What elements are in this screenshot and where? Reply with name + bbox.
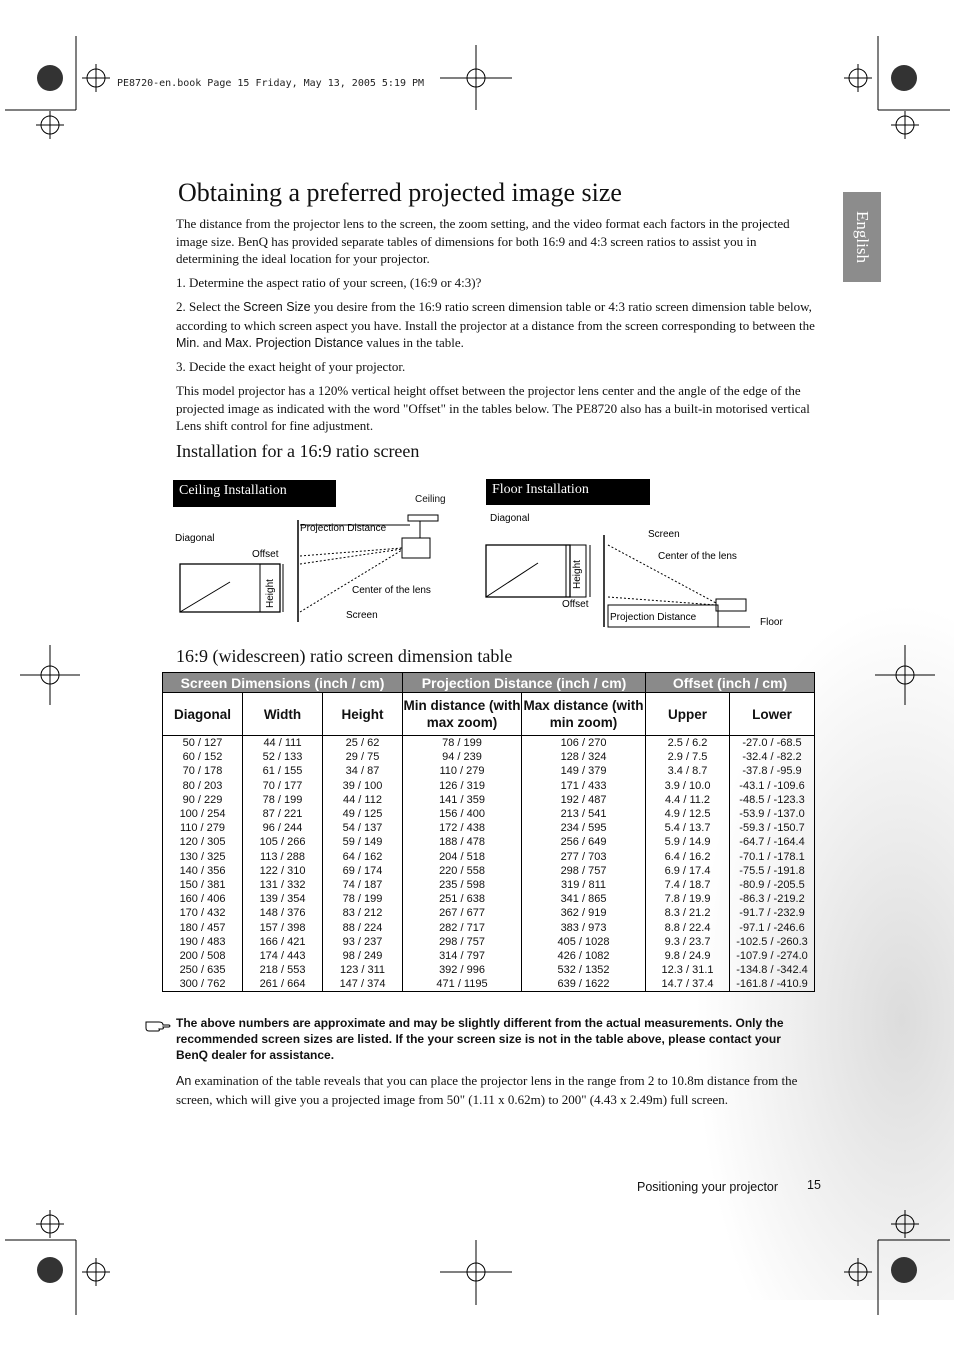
table-cell: 298 / 757 xyxy=(522,864,646,878)
table-cell: -48.5 / -123.3 xyxy=(730,793,815,807)
table-cell: 147 / 374 xyxy=(323,977,403,992)
table-cell: 192 / 487 xyxy=(522,793,646,807)
table-cell: 341 / 865 xyxy=(522,892,646,906)
table-cell: 282 / 717 xyxy=(403,920,522,934)
table-cell: 149 / 379 xyxy=(522,764,646,778)
table-row xyxy=(163,779,815,793)
group-screen-dimensions: Screen Dimensions (inch / cm) xyxy=(163,673,403,693)
table-cell: 93 / 237 xyxy=(323,935,403,949)
table-cell: 140 / 356 xyxy=(163,864,243,878)
table-cell: 126 / 319 xyxy=(403,779,522,793)
page-title: Obtaining a preferred projected image size xyxy=(178,178,622,207)
table-cell: 298 / 757 xyxy=(403,935,522,949)
table-cell: 98 / 249 xyxy=(323,949,403,963)
table-cell: -91.7 / -232.9 xyxy=(730,906,815,920)
floor-installation-diagram xyxy=(480,505,800,630)
table-cell: -53.9 / -137.0 xyxy=(730,807,815,821)
dimension-table xyxy=(162,672,815,992)
table-cell: -161.8 / -410.9 xyxy=(730,977,815,992)
table-cell: 29 / 75 xyxy=(323,750,403,764)
table-cell: 3.4 / 8.7 xyxy=(646,764,730,778)
ceiling-installation-diagram xyxy=(170,510,460,625)
ceiling-projection-distance-label: Projection Distance xyxy=(300,523,387,534)
registration-mark-tr xyxy=(844,64,872,92)
table-cell: -86.3 / -219.2 xyxy=(730,892,815,906)
col-diagonal: Diagonal xyxy=(163,693,243,736)
ceiling-offset-label: Offset xyxy=(252,549,279,560)
table-cell: 69 / 174 xyxy=(323,864,403,878)
table-row xyxy=(163,935,815,949)
table-row xyxy=(163,764,815,778)
table-cell: 190 / 483 xyxy=(163,935,243,949)
table-cell: 5.4 / 13.7 xyxy=(646,821,730,835)
table-cell: 14.7 / 37.4 xyxy=(646,977,730,992)
step-3: 3. Decide the exact height of your projector. xyxy=(176,359,406,374)
table-cell: 157 / 398 xyxy=(243,920,323,934)
table-row xyxy=(163,821,815,835)
keyword-screen-size: Screen Size xyxy=(243,300,311,314)
table-row xyxy=(163,892,815,906)
col-width: Width xyxy=(243,693,323,736)
table-row xyxy=(163,835,815,849)
table-cell: 218 / 553 xyxy=(243,963,323,977)
table-cell: 6.9 / 17.4 xyxy=(646,864,730,878)
registration-mark-tl xyxy=(82,64,110,92)
table-cell: 131 / 332 xyxy=(243,878,323,892)
intro-paragraph: The distance from the projector lens to the screen, the zoom setting, and the video format each factors in the projected image size. BenQ has provided separate tables of dimensions for both 16:9 and 4:3 screen ratios to assist you in determining the ideal location for your projector. xyxy=(176,216,790,266)
table-cell: 251 / 638 xyxy=(403,892,522,906)
table-cell: 88 / 224 xyxy=(323,920,403,934)
offset-paragraph: This model projector has a 120% vertical height offset between the projector lens center and the angle of the edge of the projected image as indicated with the word "Offset" in the tables below. The PE8720 also has a built-in motorised vertical Lens shift control for fine adjustment. xyxy=(176,383,810,433)
table-row xyxy=(163,906,815,920)
table-cell: 70 / 178 xyxy=(163,764,243,778)
table-cell: 383 / 973 xyxy=(522,920,646,934)
table-cell: 426 / 1082 xyxy=(522,949,646,963)
col-lower: Lower xyxy=(730,693,815,736)
table-cell: 141 / 359 xyxy=(403,793,522,807)
table-cell: 90 / 229 xyxy=(163,793,243,807)
table-cell: 8.3 / 21.2 xyxy=(646,906,730,920)
table-cell: 110 / 279 xyxy=(403,764,522,778)
step-1: 1. Determine the aspect ratio of your screen, (16:9 or 4:3)? xyxy=(176,275,482,290)
table-row xyxy=(163,793,815,807)
table-cell: -64.7 / -164.4 xyxy=(730,835,815,849)
table-cell: -43.1 / -109.6 xyxy=(730,779,815,793)
keyword-min: Min. xyxy=(176,336,200,350)
table-cell: 139 / 354 xyxy=(243,892,323,906)
table-cell: 9.8 / 24.9 xyxy=(646,949,730,963)
table-cell: 160 / 406 xyxy=(163,892,243,906)
ceiling-top-label: Ceiling xyxy=(415,494,446,505)
table-cell: 105 / 266 xyxy=(243,835,323,849)
table-row xyxy=(163,920,815,934)
table-cell: 78 / 199 xyxy=(323,892,403,906)
table-cell: 122 / 310 xyxy=(243,864,323,878)
table-cell: 174 / 443 xyxy=(243,949,323,963)
section-heading-installation: Installation for a 16:9 ratio screen xyxy=(176,441,420,461)
table-cell: 78 / 199 xyxy=(243,793,323,807)
table-cell: 9.3 / 23.7 xyxy=(646,935,730,949)
table-cell: 250 / 635 xyxy=(163,963,243,977)
table-cell: -59.3 / -150.7 xyxy=(730,821,815,835)
table-cell: -97.1 / -246.6 xyxy=(730,920,815,934)
table-row xyxy=(163,977,815,992)
table-cell: 39 / 100 xyxy=(323,779,403,793)
group-projection-distance: Projection Distance (inch / cm) xyxy=(403,673,646,693)
table-cell: 261 / 664 xyxy=(243,977,323,992)
table-row xyxy=(163,750,815,764)
table-cell: 74 / 187 xyxy=(323,878,403,892)
table-cell: 204 / 518 xyxy=(403,850,522,864)
table-cell: 200 / 508 xyxy=(163,949,243,963)
table-cell: 60 / 152 xyxy=(163,750,243,764)
table-cell: 267 / 677 xyxy=(403,906,522,920)
table-cell: 314 / 797 xyxy=(403,949,522,963)
table-cell: -32.4 / -82.2 xyxy=(730,750,815,764)
table-cell: 639 / 1622 xyxy=(522,977,646,992)
floor-height-label: Height xyxy=(572,560,583,589)
table-row xyxy=(163,949,815,963)
table-cell: 8.8 / 22.4 xyxy=(646,920,730,934)
table-cell: 4.4 / 11.2 xyxy=(646,793,730,807)
table-cell: -107.9 / -274.0 xyxy=(730,949,815,963)
table-cell: 471 / 1195 xyxy=(403,977,522,992)
table-row xyxy=(163,736,815,751)
table-cell: 170 / 432 xyxy=(163,906,243,920)
table-cell: 220 / 558 xyxy=(403,864,522,878)
table-cell: 300 / 762 xyxy=(163,977,243,992)
table-cell: 113 / 288 xyxy=(243,850,323,864)
ceiling-installation-label: Ceiling Installation xyxy=(173,480,336,507)
table-cell: 277 / 703 xyxy=(522,850,646,864)
table-cell: 64 / 162 xyxy=(323,850,403,864)
section-heading-dimension-table: 16:9 (widescreen) ratio screen dimension table xyxy=(176,646,513,666)
floor-installation-label: Floor Installation xyxy=(486,479,650,505)
ceiling-diagonal-label: Diagonal xyxy=(175,533,215,544)
table-cell: 235 / 598 xyxy=(403,878,522,892)
table-cell: 87 / 221 xyxy=(243,807,323,821)
table-cell: 7.8 / 19.9 xyxy=(646,892,730,906)
table-cell: 392 / 996 xyxy=(403,963,522,977)
table-cell: 148 / 376 xyxy=(243,906,323,920)
table-cell: -37.8 / -95.9 xyxy=(730,764,815,778)
table-cell: 3.9 / 10.0 xyxy=(646,779,730,793)
ceiling-center-lens-label: Center of the lens xyxy=(352,585,431,596)
print-header-line: PE8720-en.book Page 15 Friday, May 13, 2005 5:19 PM xyxy=(117,78,425,89)
table-cell: 25 / 62 xyxy=(323,736,403,751)
footer-page-number: 15 xyxy=(807,1178,821,1192)
table-cell: 319 / 811 xyxy=(522,878,646,892)
table-cell: 171 / 433 xyxy=(522,779,646,793)
col-upper: Upper xyxy=(646,693,730,736)
table-cell: 83 / 212 xyxy=(323,906,403,920)
table-cell: 80 / 203 xyxy=(163,779,243,793)
note-text: The above numbers are approximate and may be slightly different from the actual measurements. Only the recommended screen sizes are listed. If the your screen size is not in the table above, please contact your BenQ dealer for assistance. xyxy=(176,1016,784,1062)
table-row xyxy=(163,864,815,878)
table-cell: 12.3 / 31.1 xyxy=(646,963,730,977)
table-cell: -27.0 / -68.5 xyxy=(730,736,815,751)
table-cell: 123 / 311 xyxy=(323,963,403,977)
table-row xyxy=(163,963,815,977)
table-cell: 256 / 649 xyxy=(522,835,646,849)
table-cell: 150 / 381 xyxy=(163,878,243,892)
col-max-distance: Max distance (with min zoom) xyxy=(522,693,646,736)
table-cell: 110 / 279 xyxy=(163,821,243,835)
closing-paragraph: An examination of the table reveals that you can place the projector lens in the range from 2 to 10.8m distance from the screen, which will give you a projected image from 50" (1.11 x 0.62m) to 200" (4.43 x 2.49m) full screen. xyxy=(176,1073,798,1107)
table-cell: 52 / 133 xyxy=(243,750,323,764)
group-offset: Offset (inch / cm) xyxy=(646,673,815,693)
table-cell: 54 / 137 xyxy=(323,821,403,835)
table-cell: 234 / 595 xyxy=(522,821,646,835)
floor-projection-distance-label: Projection Distance xyxy=(610,612,697,623)
table-cell: 128 / 324 xyxy=(522,750,646,764)
table-row xyxy=(163,878,815,892)
table-cell: -80.9 / -205.5 xyxy=(730,878,815,892)
table-cell: -70.1 / -178.1 xyxy=(730,850,815,864)
table-cell: 172 / 438 xyxy=(403,821,522,835)
table-cell: 166 / 421 xyxy=(243,935,323,949)
step-2: 2. Select the Screen Size you desire from the 16:9 ratio screen dimension table or 4:3 ratio screen dimension table below, according to which screen aspect you have. Install the projector at a distance from the screen corresponding to between the Min. and Max. Projection Distance values in the table. xyxy=(176,299,815,350)
table-cell: 188 / 478 xyxy=(403,835,522,849)
table-cell: 130 / 325 xyxy=(163,850,243,864)
col-min-distance: Min distance (with max zoom) xyxy=(403,693,522,736)
table-cell: 44 / 111 xyxy=(243,736,323,751)
table-cell: 4.9 / 12.5 xyxy=(646,807,730,821)
table-cell: 213 / 541 xyxy=(522,807,646,821)
table-cell: 94 / 239 xyxy=(403,750,522,764)
footer-section-title: Positioning your projector xyxy=(637,1180,779,1194)
keyword-max-projection-distance: Max. Projection Distance xyxy=(224,336,364,350)
table-cell: 49 / 125 xyxy=(323,807,403,821)
table-cell: 50 / 127 xyxy=(163,736,243,751)
ceiling-height-label: Height xyxy=(265,579,276,608)
floor-diagonal-label: Diagonal xyxy=(490,513,530,524)
floor-label: Floor xyxy=(760,617,783,628)
table-cell: 96 / 244 xyxy=(243,821,323,835)
table-cell: 34 / 87 xyxy=(323,764,403,778)
table-cell: 2.5 / 6.2 xyxy=(646,736,730,751)
table-cell: 156 / 400 xyxy=(403,807,522,821)
table-cell: 6.4 / 16.2 xyxy=(646,850,730,864)
table-cell: 405 / 1028 xyxy=(522,935,646,949)
floor-center-lens-label: Center of the lens xyxy=(658,551,737,562)
table-cell: 59 / 149 xyxy=(323,835,403,849)
table-row xyxy=(163,807,815,821)
table-cell: 44 / 112 xyxy=(323,793,403,807)
col-height: Height xyxy=(323,693,403,736)
floor-offset-label: Offset xyxy=(562,599,589,610)
table-cell: 61 / 155 xyxy=(243,764,323,778)
table-cell: 5.9 / 14.9 xyxy=(646,835,730,849)
table-cell: 532 / 1352 xyxy=(522,963,646,977)
table-cell: 362 / 919 xyxy=(522,906,646,920)
table-cell: -102.5 / -260.3 xyxy=(730,935,815,949)
ceiling-screen-label: Screen xyxy=(346,610,378,621)
table-cell: 70 / 177 xyxy=(243,779,323,793)
table-cell: 120 / 305 xyxy=(163,835,243,849)
table-cell: 2.9 / 7.5 xyxy=(646,750,730,764)
table-cell: -75.5 / -191.8 xyxy=(730,864,815,878)
table-cell: 180 / 457 xyxy=(163,920,243,934)
table-cell: 78 / 199 xyxy=(403,736,522,751)
note-hand-icon xyxy=(145,1016,173,1032)
language-tab: English xyxy=(843,192,881,282)
table-cell: -134.8 / -342.4 xyxy=(730,963,815,977)
table-cell: 106 / 270 xyxy=(522,736,646,751)
table-cell: 7.4 / 18.7 xyxy=(646,878,730,892)
table-row xyxy=(163,850,815,864)
floor-screen-label: Screen xyxy=(648,529,680,540)
table-cell: 100 / 254 xyxy=(163,807,243,821)
